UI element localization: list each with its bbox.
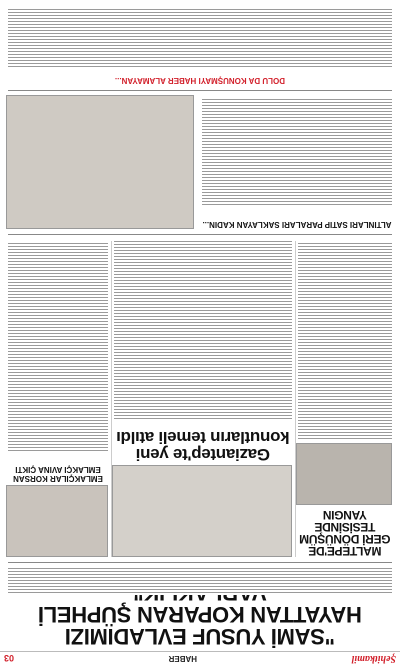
lead-headline: "SAMİ YUSUF EVLADIMIZI HAYATTAN KOPARAN ŞÜPHELİ — [38, 602, 362, 649]
divider — [8, 90, 392, 91]
bottom-body — [8, 7, 392, 69]
newspaper-logo: Şehitkamil — [351, 653, 396, 664]
masthead-bar — [0, 651, 400, 665]
section-label: HABER — [168, 654, 198, 663]
column-divider — [111, 241, 112, 557]
center-headline: Gaziantep'te yeni konutların temeli atıldı — [116, 428, 290, 464]
column-divider — [295, 241, 296, 557]
left-photo — [296, 443, 392, 505]
lower-left-headline: ALTINLARI SATIP PARALARI SAKLAYAN KADIN... — [202, 220, 392, 229]
center-body — [114, 241, 292, 421]
lower-left-body — [202, 97, 392, 207]
lower-right-photo — [6, 95, 194, 229]
center-photo — [112, 465, 292, 557]
divider — [8, 234, 392, 235]
divider — [8, 562, 392, 563]
lead-deck — [8, 567, 392, 595]
left-headline: MALTEPE'DE GERİ DÖNÜŞÜM TESİSİNDE YANGIN — [299, 508, 391, 558]
bottom-headline: DOLU DA KONUŞMAYI HABER ALAMAYAN... — [114, 76, 286, 85]
right-body — [8, 243, 108, 453]
right-headline: EMLAKÇILAR KORSAN EMLAKÇI AVINA ÇIKTI — [13, 465, 103, 483]
page-number: 03 — [4, 653, 15, 664]
left-body — [298, 241, 392, 441]
right-photo — [6, 485, 108, 557]
